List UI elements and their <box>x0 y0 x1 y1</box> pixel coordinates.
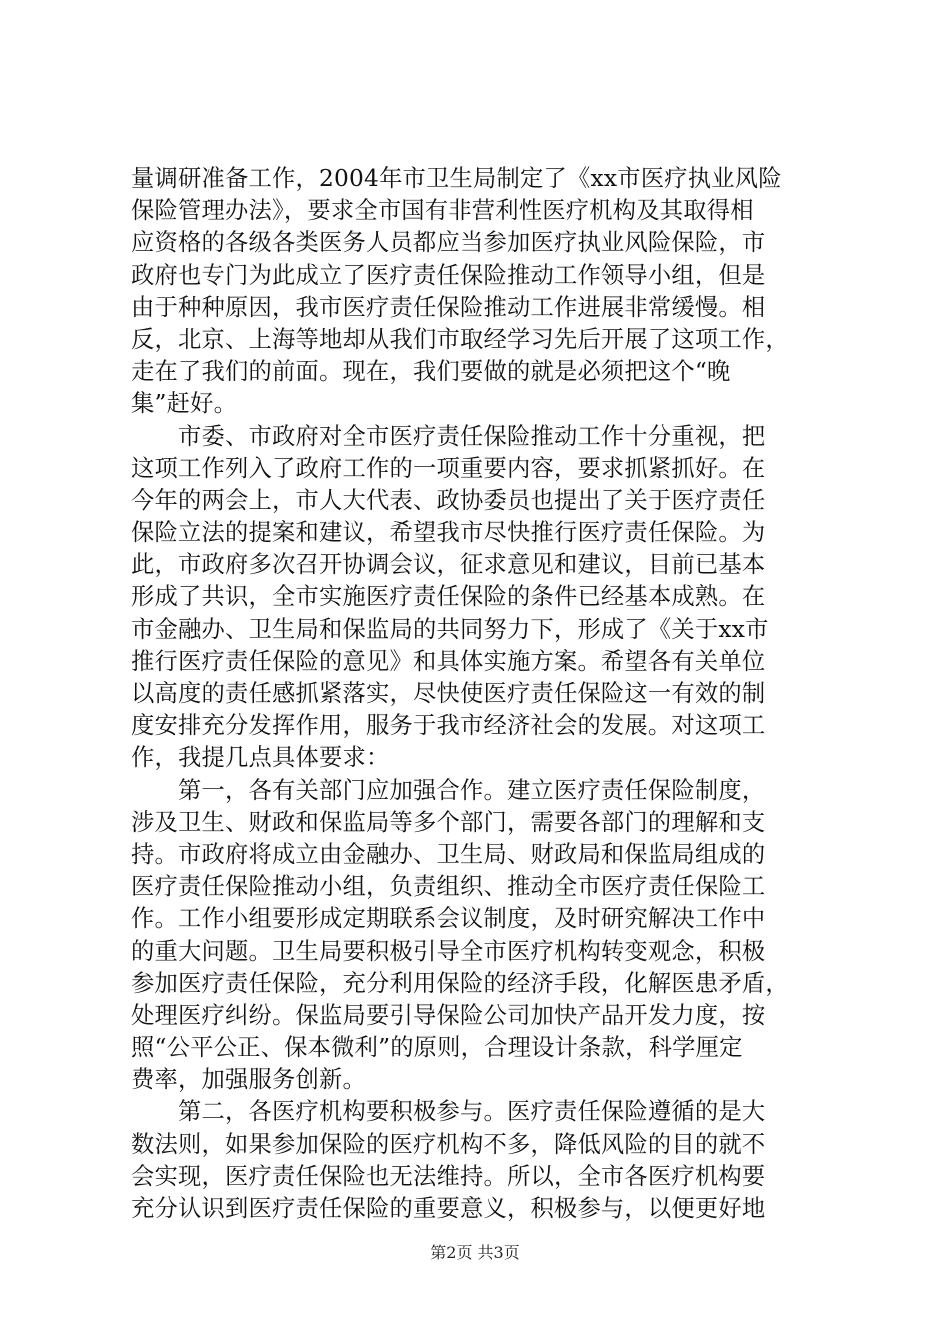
text-line: 政府也专门为此成立了医疗责任保险推动工作领导小组，但是 <box>131 261 766 289</box>
text-line: 作，我提几点具体要求： <box>131 744 390 772</box>
page-footer: 第2页 共3页 <box>430 1243 520 1262</box>
text-line: 度安排充分发挥作用，服务于我市经济社会的发展。对这项工 <box>131 712 766 740</box>
text-line: 作。工作小组要形成定期联系会议制度，及时研究解决工作中 <box>131 905 766 933</box>
text-line: 这项工作列入了政府工作的一项重要内容，要求抓紧抓好。在 <box>131 454 766 482</box>
text-line: 保险管理办法》，要求全市国有非营利性医疗机构及其取得相 <box>131 197 754 225</box>
text-line: 会实现，医疗责任保险也无法维持。所以，全市各医疗机构要 <box>131 1162 766 1190</box>
text-line: 第二，各医疗机构要积极参与。医疗责任保险遵循的是大 <box>131 1098 766 1126</box>
text-line: 第一，各有关部门应加强合作。建立医疗责任保险制度， <box>131 776 766 804</box>
text-line: 集”赶好。 <box>131 390 238 418</box>
text-line: 推行医疗责任保险的意见》和具体实施方案。希望各有关单位 <box>131 647 766 675</box>
text-line: 量调研准备工作，2004年市卫生局制定了《xx市医疗执业风险 <box>131 165 782 192</box>
text-line: 充分认识到医疗责任保险的重要意义，积极参与，以便更好地 <box>131 1195 766 1222</box>
text-line: 保险立法的提案和建议，希望我市尽快推行医疗责任保险。为 <box>131 519 766 547</box>
text-line: 反，北京、上海等地却从我们市取经学习先后开展了这项工作， <box>131 325 789 353</box>
text-line: 由于种种原因，我市医疗责任保险推动工作进展非常缓慢。相 <box>131 293 766 321</box>
text-line: 医疗责任保险推动小组，负责组织、推动全市医疗责任保险工 <box>131 873 766 901</box>
text-line: 涉及卫生、财政和保监局等多个部门，需要各部门的理解和支 <box>131 808 766 836</box>
text-line: 参加医疗责任保险，充分利用保险的经济手段，化解医患矛盾， <box>131 969 789 997</box>
text-line: 走在了我们的前面。现在，我们要做的就是必须把这个“晚 <box>131 358 731 386</box>
text-line: 处理医疗纠纷。保监局要引导保险公司加快产品开发力度，按 <box>131 1001 766 1029</box>
text-line: 费率，加强服务创新。 <box>131 1066 366 1094</box>
text-line: 今年的两会上，市人大代表、政协委员也提出了关于医疗责任 <box>131 486 766 514</box>
text-line: 以高度的责任感抓紧落实，尽快使医疗责任保险这一有效的制 <box>131 680 766 707</box>
text-line: 市委、市政府对全市医疗责任保险推动工作十分重视，把 <box>131 422 766 450</box>
text-line: 应资格的各级各类医务人员都应当参加医疗执业风险保险，市 <box>131 229 766 257</box>
text-line: 市金融办、卫生局和保监局的共同努力下，形成了《关于xx市 <box>131 615 769 643</box>
text-line: 持。市政府将成立由金融办、卫生局、财政局和保监局组成的 <box>131 840 766 868</box>
text-line: 形成了共识，全市实施医疗责任保险的条件已经基本成熟。在 <box>131 583 766 611</box>
text-line: 照“公平公正、保本微利”的原则，合理设计条款，科学厘定 <box>131 1034 743 1062</box>
text-line: 数法则，如果参加保险的医疗机构不多，降低风险的目的就不 <box>131 1130 766 1158</box>
text-line: 的重大问题。卫生局要积极引导全市医疗机构转变观念，积极 <box>131 937 766 965</box>
text-line: 此，市政府多次召开协调会议，征求意见和建议，目前已基本 <box>131 551 766 579</box>
document-body <box>131 163 831 1225</box>
